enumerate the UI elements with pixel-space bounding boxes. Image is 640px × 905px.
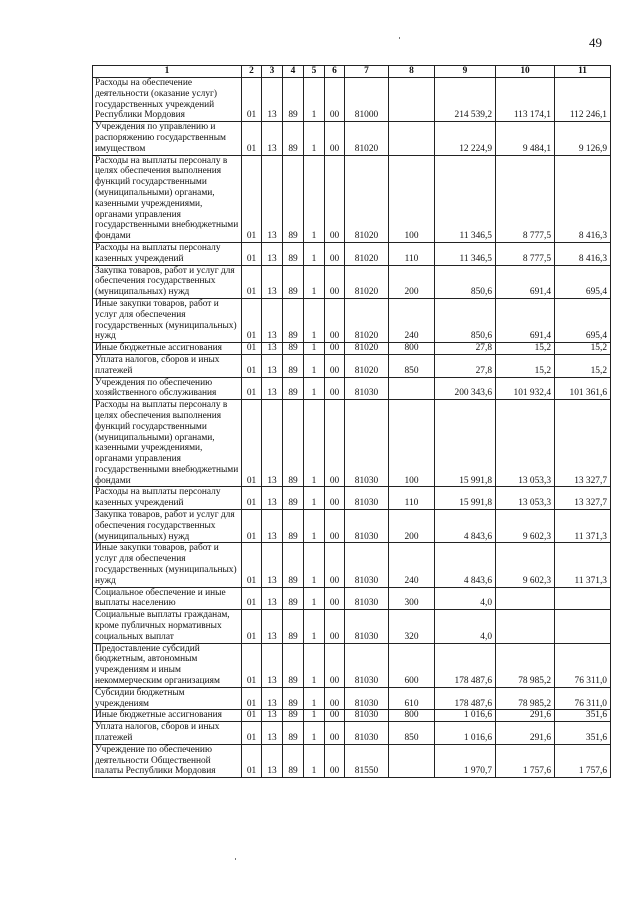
table-row — [93, 722, 611, 745]
subprogram-cell: 1 — [304, 343, 325, 355]
expense-type-cell: 600 — [389, 643, 435, 687]
subprogram-cell: 1 — [304, 78, 325, 122]
table-row — [93, 687, 611, 710]
amount-year1-cell: 178 487,6 — [435, 687, 496, 710]
subprogram-cell: 1 — [304, 710, 325, 722]
amount-year2-cell: 691,4 — [496, 298, 555, 342]
subsection-cell: 13 — [262, 122, 283, 155]
table-row — [93, 400, 611, 487]
program-cell: 89 — [283, 78, 304, 122]
section-cell: 01 — [242, 587, 262, 610]
scan-speck — [235, 858, 236, 860]
table-row — [93, 343, 611, 355]
amount-year3-cell: 11 371,3 — [555, 510, 611, 543]
direction-cell: 81000 — [345, 78, 389, 122]
expense-type-cell: 110 — [389, 242, 435, 265]
subsection-cell: 13 — [262, 744, 283, 777]
scan-speck — [399, 37, 400, 39]
program-cell: 89 — [283, 343, 304, 355]
program-cell: 89 — [283, 610, 304, 643]
expense-type-cell: 200 — [389, 265, 435, 298]
main-event-cell: 00 — [325, 155, 345, 242]
program-cell: 89 — [283, 722, 304, 745]
expense-type-cell: 240 — [389, 543, 435, 587]
subprogram-cell: 1 — [304, 510, 325, 543]
amount-year3-cell: 695,4 — [555, 298, 611, 342]
item-name-cell: Расходы на выплаты персоналу в целях обеспечения выполнения функций государственными (муниципальными) органами, казенными учреждениями, органами управления государственными внебюджетными фондами — [93, 400, 242, 487]
section-cell: 01 — [242, 722, 262, 745]
main-event-cell: 00 — [325, 298, 345, 342]
expense-type-cell: 200 — [389, 510, 435, 543]
column-header: 3 — [262, 66, 283, 78]
table-body — [93, 78, 611, 778]
amount-year1-cell: 11 346,5 — [435, 155, 496, 242]
subprogram-cell: 1 — [304, 122, 325, 155]
table-row — [93, 510, 611, 543]
amount-year1-cell: 178 487,6 — [435, 643, 496, 687]
subsection-cell: 13 — [262, 377, 283, 400]
expense-type-cell: 610 — [389, 687, 435, 710]
subsection-cell: 13 — [262, 155, 283, 242]
item-name-cell: Закупка товаров, работ и услуг для обеспечения государственных (муниципальных) нужд — [93, 510, 242, 543]
amount-year1-cell: 4 843,6 — [435, 543, 496, 587]
main-event-cell: 00 — [325, 722, 345, 745]
subsection-cell: 13 — [262, 400, 283, 487]
expense-type-cell — [389, 122, 435, 155]
direction-cell: 81030 — [345, 643, 389, 687]
direction-cell: 81030 — [345, 687, 389, 710]
amount-year3-cell: 695,4 — [555, 265, 611, 298]
section-cell: 01 — [242, 543, 262, 587]
direction-cell: 81030 — [345, 710, 389, 722]
table-row — [93, 710, 611, 722]
expense-type-cell — [389, 78, 435, 122]
subsection-cell: 13 — [262, 298, 283, 342]
subprogram-cell: 1 — [304, 687, 325, 710]
direction-cell: 81030 — [345, 610, 389, 643]
program-cell: 89 — [283, 298, 304, 342]
amount-year2-cell: 15,2 — [496, 343, 555, 355]
program-cell: 89 — [283, 400, 304, 487]
table-header-row — [93, 66, 611, 78]
main-event-cell: 00 — [325, 643, 345, 687]
subsection-cell: 13 — [262, 687, 283, 710]
direction-cell: 81020 — [345, 354, 389, 377]
item-name-cell: Расходы на обеспечение деятельности (оказание услуг) государственных учреждений Республики Мордовия — [93, 78, 242, 122]
amount-year2-cell: 8 777,5 — [496, 155, 555, 242]
item-name-cell: Иные закупки товаров, работ и услуг для обеспечения государственных (муниципальных) нужд — [93, 543, 242, 587]
amount-year2-cell: 13 053,3 — [496, 400, 555, 487]
main-event-cell: 00 — [325, 354, 345, 377]
subsection-cell: 13 — [262, 722, 283, 745]
amount-year3-cell: 9 126,9 — [555, 122, 611, 155]
amount-year3-cell — [555, 587, 611, 610]
subsection-cell: 13 — [262, 343, 283, 355]
amount-year3-cell: 8 416,3 — [555, 242, 611, 265]
program-cell: 89 — [283, 354, 304, 377]
expense-type-cell — [389, 377, 435, 400]
section-cell: 01 — [242, 610, 262, 643]
section-cell: 01 — [242, 354, 262, 377]
amount-year2-cell: 13 053,3 — [496, 487, 555, 510]
amount-year1-cell: 1 016,6 — [435, 722, 496, 745]
table-row — [93, 744, 611, 777]
amount-year1-cell: 12 224,9 — [435, 122, 496, 155]
amount-year2-cell: 691,4 — [496, 265, 555, 298]
amount-year3-cell: 1 757,6 — [555, 744, 611, 777]
item-name-cell: Учреждение по обеспечению деятельности Общественной палаты Республики Мордовия — [93, 744, 242, 777]
item-name-cell: Иные бюджетные ассигнования — [93, 710, 242, 722]
column-header: 6 — [325, 66, 345, 78]
amount-year3-cell: 76 311,0 — [555, 643, 611, 687]
main-event-cell: 00 — [325, 377, 345, 400]
amount-year2-cell — [496, 587, 555, 610]
item-name-cell: Расходы на выплаты персоналу в целях обеспечения выполнения функций государственными (муниципальными) органами, казенными учреждениями, органами управления государственными внебюджетными фондами — [93, 155, 242, 242]
table-row — [93, 298, 611, 342]
expense-type-cell: 100 — [389, 155, 435, 242]
amount-year1-cell: 214 539,2 — [435, 78, 496, 122]
direction-cell: 81020 — [345, 242, 389, 265]
main-event-cell: 00 — [325, 400, 345, 487]
amount-year2-cell: 15,2 — [496, 354, 555, 377]
subprogram-cell: 1 — [304, 487, 325, 510]
subsection-cell: 13 — [262, 587, 283, 610]
item-name-cell: Иные бюджетные ассигнования — [93, 343, 242, 355]
section-cell: 01 — [242, 242, 262, 265]
item-name-cell: Социальные выплаты гражданам, кроме публичных нормативных социальных выплат — [93, 610, 242, 643]
subprogram-cell: 1 — [304, 354, 325, 377]
direction-cell: 81030 — [345, 377, 389, 400]
program-cell: 89 — [283, 510, 304, 543]
amount-year3-cell: 13 327,7 — [555, 487, 611, 510]
main-event-cell: 00 — [325, 78, 345, 122]
expense-type-cell — [389, 744, 435, 777]
subprogram-cell: 1 — [304, 744, 325, 777]
item-name-cell: Уплата налогов, сборов и иных платежей — [93, 722, 242, 745]
program-cell: 89 — [283, 265, 304, 298]
amount-year3-cell: 15,2 — [555, 343, 611, 355]
amount-year1-cell: 27,8 — [435, 354, 496, 377]
amount-year1-cell: 4 843,6 — [435, 510, 496, 543]
main-event-cell: 00 — [325, 610, 345, 643]
subprogram-cell: 1 — [304, 155, 325, 242]
item-name-cell: Социальное обеспечение и иные выплаты населению — [93, 587, 242, 610]
direction-cell: 81020 — [345, 298, 389, 342]
amount-year1-cell: 1 016,6 — [435, 710, 496, 722]
table-row — [93, 265, 611, 298]
expense-type-cell: 800 — [389, 710, 435, 722]
item-name-cell: Учреждения по управлению и распоряжению государственным имуществом — [93, 122, 242, 155]
program-cell: 89 — [283, 687, 304, 710]
main-event-cell: 00 — [325, 744, 345, 777]
amount-year1-cell: 850,6 — [435, 298, 496, 342]
section-cell: 01 — [242, 643, 262, 687]
subprogram-cell: 1 — [304, 643, 325, 687]
amount-year1-cell: 1 970,7 — [435, 744, 496, 777]
expense-type-cell: 110 — [389, 487, 435, 510]
column-header: 7 — [345, 66, 389, 78]
subprogram-cell: 1 — [304, 722, 325, 745]
column-header: 9 — [435, 66, 496, 78]
section-cell: 01 — [242, 265, 262, 298]
amount-year2-cell: 1 757,6 — [496, 744, 555, 777]
section-cell: 01 — [242, 510, 262, 543]
main-event-cell: 00 — [325, 510, 345, 543]
program-cell: 89 — [283, 242, 304, 265]
direction-cell: 81550 — [345, 744, 389, 777]
subprogram-cell: 1 — [304, 242, 325, 265]
section-cell: 01 — [242, 343, 262, 355]
column-header: 1 — [93, 66, 242, 78]
amount-year2-cell: 113 174,1 — [496, 78, 555, 122]
program-cell: 89 — [283, 587, 304, 610]
amount-year2-cell: 291,6 — [496, 710, 555, 722]
column-header: 10 — [496, 66, 555, 78]
amount-year2-cell: 9 602,3 — [496, 543, 555, 587]
amount-year1-cell: 4,0 — [435, 587, 496, 610]
table-row — [93, 643, 611, 687]
program-cell: 89 — [283, 122, 304, 155]
table-row — [93, 377, 611, 400]
direction-cell: 81030 — [345, 510, 389, 543]
program-cell: 89 — [283, 377, 304, 400]
amount-year2-cell: 9 602,3 — [496, 510, 555, 543]
expense-type-cell: 850 — [389, 354, 435, 377]
expense-type-cell: 800 — [389, 343, 435, 355]
item-name-cell: Расходы на выплаты персоналу казенных учреждений — [93, 242, 242, 265]
direction-cell: 81030 — [345, 400, 389, 487]
section-cell: 01 — [242, 710, 262, 722]
section-cell: 01 — [242, 78, 262, 122]
subprogram-cell: 1 — [304, 298, 325, 342]
amount-year2-cell: 101 932,4 — [496, 377, 555, 400]
subsection-cell: 13 — [262, 242, 283, 265]
amount-year1-cell: 11 346,5 — [435, 242, 496, 265]
amount-year2-cell — [496, 610, 555, 643]
column-header: 2 — [242, 66, 262, 78]
table-row — [93, 543, 611, 587]
table-row — [93, 587, 611, 610]
amount-year2-cell: 8 777,5 — [496, 242, 555, 265]
direction-cell: 81030 — [345, 722, 389, 745]
column-header: 5 — [304, 66, 325, 78]
section-cell: 01 — [242, 400, 262, 487]
subprogram-cell: 1 — [304, 377, 325, 400]
section-cell: 01 — [242, 155, 262, 242]
direction-cell: 81030 — [345, 487, 389, 510]
table-row — [93, 242, 611, 265]
expense-type-cell: 240 — [389, 298, 435, 342]
amount-year1-cell: 850,6 — [435, 265, 496, 298]
section-cell: 01 — [242, 687, 262, 710]
subsection-cell: 13 — [262, 543, 283, 587]
main-event-cell: 00 — [325, 487, 345, 510]
item-name-cell: Расходы на выплаты персоналу казенных учреждений — [93, 487, 242, 510]
section-cell: 01 — [242, 122, 262, 155]
section-cell: 01 — [242, 298, 262, 342]
direction-cell: 81020 — [345, 343, 389, 355]
section-cell: 01 — [242, 377, 262, 400]
main-event-cell: 00 — [325, 687, 345, 710]
subsection-cell: 13 — [262, 487, 283, 510]
expense-type-cell: 300 — [389, 587, 435, 610]
amount-year3-cell: 13 327,7 — [555, 400, 611, 487]
table-row — [93, 155, 611, 242]
main-event-cell: 00 — [325, 343, 345, 355]
column-header: 11 — [555, 66, 611, 78]
subprogram-cell: 1 — [304, 587, 325, 610]
section-cell: 01 — [242, 744, 262, 777]
expense-type-cell: 850 — [389, 722, 435, 745]
table-row — [93, 487, 611, 510]
item-name-cell: Учреждения по обеспечению хозяйственного обслуживания — [93, 377, 242, 400]
subsection-cell: 13 — [262, 265, 283, 298]
amount-year1-cell: 200 343,6 — [435, 377, 496, 400]
direction-cell: 81030 — [345, 587, 389, 610]
table-row — [93, 78, 611, 122]
amount-year3-cell — [555, 610, 611, 643]
amount-year1-cell: 4,0 — [435, 610, 496, 643]
subprogram-cell: 1 — [304, 400, 325, 487]
program-cell: 89 — [283, 710, 304, 722]
direction-cell: 81020 — [345, 155, 389, 242]
amount-year1-cell: 27,8 — [435, 343, 496, 355]
amount-year2-cell: 291,6 — [496, 722, 555, 745]
amount-year1-cell: 15 991,8 — [435, 400, 496, 487]
main-event-cell: 00 — [325, 122, 345, 155]
amount-year2-cell: 78 985,2 — [496, 687, 555, 710]
subsection-cell: 13 — [262, 354, 283, 377]
amount-year1-cell: 15 991,8 — [435, 487, 496, 510]
budget-table — [92, 65, 611, 778]
program-cell: 89 — [283, 744, 304, 777]
amount-year2-cell: 78 985,2 — [496, 643, 555, 687]
amount-year3-cell: 11 371,3 — [555, 543, 611, 587]
main-event-cell: 00 — [325, 587, 345, 610]
expense-type-cell: 320 — [389, 610, 435, 643]
program-cell: 89 — [283, 543, 304, 587]
page-number: 49 — [589, 35, 602, 50]
table-row — [93, 354, 611, 377]
column-header: 8 — [389, 66, 435, 78]
column-header: 4 — [283, 66, 304, 78]
direction-cell: 81020 — [345, 122, 389, 155]
main-event-cell: 00 — [325, 265, 345, 298]
main-event-cell: 00 — [325, 710, 345, 722]
main-event-cell: 00 — [325, 242, 345, 265]
table-row — [93, 610, 611, 643]
direction-cell: 81030 — [345, 543, 389, 587]
item-name-cell: Иные закупки товаров, работ и услуг для обеспечения государственных (муниципальных) нужд — [93, 298, 242, 342]
item-name-cell: Уплата налогов, сборов и иных платежей — [93, 354, 242, 377]
subprogram-cell: 1 — [304, 543, 325, 587]
amount-year3-cell: 351,6 — [555, 710, 611, 722]
section-cell: 01 — [242, 487, 262, 510]
subsection-cell: 13 — [262, 710, 283, 722]
direction-cell: 81020 — [345, 265, 389, 298]
item-name-cell: Закупка товаров, работ и услуг для обеспечения государственных (муниципальных) нужд — [93, 265, 242, 298]
program-cell: 89 — [283, 643, 304, 687]
expense-type-cell: 100 — [389, 400, 435, 487]
table-row — [93, 122, 611, 155]
amount-year3-cell: 8 416,3 — [555, 155, 611, 242]
main-event-cell: 00 — [325, 543, 345, 587]
subsection-cell: 13 — [262, 610, 283, 643]
amount-year3-cell: 351,6 — [555, 722, 611, 745]
amount-year2-cell: 9 484,1 — [496, 122, 555, 155]
amount-year3-cell: 76 311,0 — [555, 687, 611, 710]
subprogram-cell: 1 — [304, 610, 325, 643]
program-cell: 89 — [283, 487, 304, 510]
amount-year3-cell: 15,2 — [555, 354, 611, 377]
item-name-cell: Субсидии бюджетным учреждениям — [93, 687, 242, 710]
amount-year3-cell: 101 361,6 — [555, 377, 611, 400]
amount-year3-cell: 112 246,1 — [555, 78, 611, 122]
program-cell: 89 — [283, 155, 304, 242]
subsection-cell: 13 — [262, 510, 283, 543]
subsection-cell: 13 — [262, 78, 283, 122]
subsection-cell: 13 — [262, 643, 283, 687]
subprogram-cell: 1 — [304, 265, 325, 298]
item-name-cell: Предоставление субсидий бюджетным, автономным учреждениям и иным некоммерческим организациям — [93, 643, 242, 687]
